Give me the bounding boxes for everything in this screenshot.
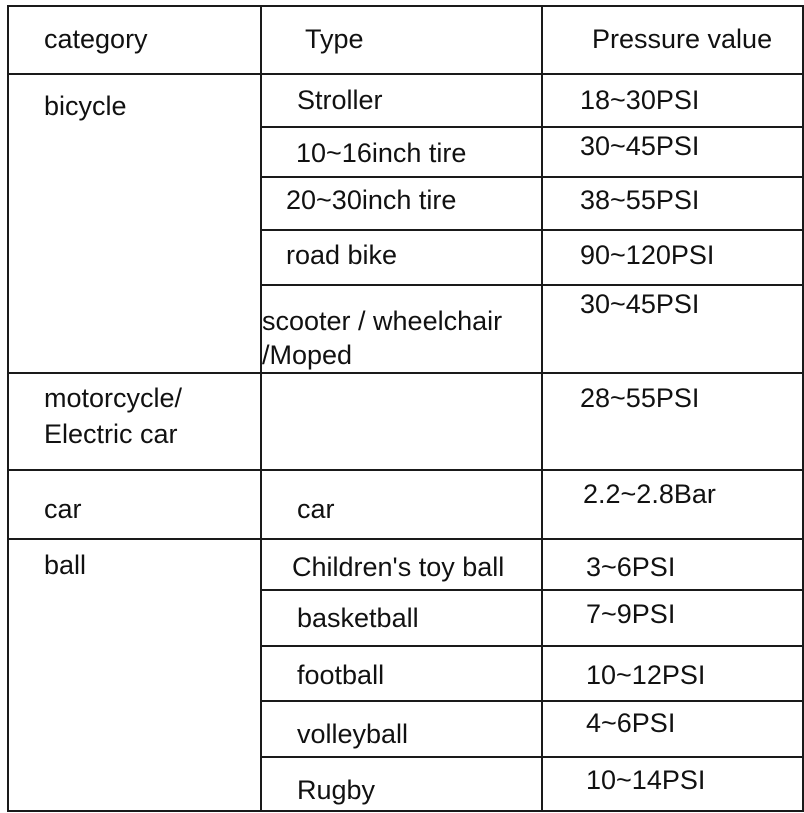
category-cell-line2: Electric car: [44, 419, 178, 449]
group-divider: [7, 372, 804, 374]
type-cell: road bike: [286, 240, 398, 270]
pressure-cell: 30~45PSI: [580, 131, 700, 161]
pressure-cell: 3~6PSI: [586, 552, 676, 582]
column-divider: [541, 5, 543, 812]
header-divider: [7, 73, 804, 75]
row-divider: [260, 756, 804, 758]
border-bottom: [7, 810, 804, 812]
category-cell: car: [44, 494, 82, 524]
border-left: [7, 5, 9, 812]
category-cell-line1: motorcycle/: [44, 383, 183, 413]
pressure-cell: 18~30PSI: [580, 85, 700, 115]
type-cell: Rugby: [297, 775, 376, 805]
header-pressure: Pressure value: [592, 24, 773, 54]
border-top: [7, 5, 804, 7]
group-divider: [7, 469, 804, 471]
pressure-cell: 4~6PSI: [586, 708, 676, 738]
type-cell: volleyball: [297, 719, 409, 749]
type-cell: football: [297, 660, 385, 690]
pressure-cell: 10~14PSI: [586, 765, 706, 795]
type-cell: car: [297, 494, 335, 524]
row-divider: [260, 589, 804, 591]
type-cell: Stroller: [297, 85, 383, 115]
row-divider: [260, 229, 804, 231]
header-category: category: [44, 24, 148, 54]
pressure-cell: 38~55PSI: [580, 185, 700, 215]
row-divider: [260, 700, 804, 702]
row-divider: [260, 126, 804, 128]
category-cell: bicycle: [44, 91, 127, 121]
row-divider: [260, 176, 804, 178]
pressure-cell: 28~55PSI: [580, 383, 700, 413]
group-divider: [7, 538, 804, 540]
pressure-cell: 10~12PSI: [586, 660, 706, 690]
type-cell-line1: scooter / wheelchair: [262, 306, 503, 336]
row-divider: [260, 645, 804, 647]
type-cell: 10~16inch tire: [296, 138, 467, 168]
type-cell: basketball: [297, 603, 419, 633]
type-cell-line2: /Moped: [262, 340, 353, 370]
type-cell: Children's toy ball: [292, 552, 505, 582]
pressure-cell: 30~45PSI: [580, 289, 700, 319]
header-type: Type: [305, 24, 364, 54]
pressure-cell: 90~120PSI: [580, 240, 715, 270]
type-cell: 20~30inch tire: [286, 185, 457, 215]
pressure-cell: 2.2~2.8Bar: [583, 479, 716, 509]
pressure-cell: 7~9PSI: [586, 599, 676, 629]
column-divider: [260, 5, 262, 812]
category-cell: ball: [44, 550, 87, 580]
row-divider: [260, 284, 804, 286]
